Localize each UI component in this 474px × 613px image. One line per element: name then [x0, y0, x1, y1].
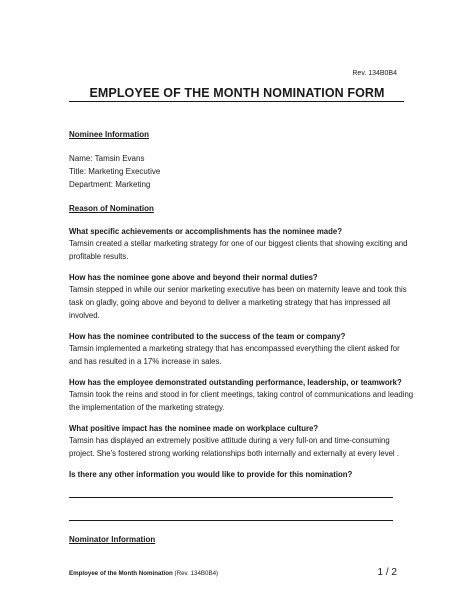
page-number: 1 / 2 — [377, 567, 397, 578]
nominee-info-heading: Nominee Information — [69, 130, 150, 139]
answer-above-beyond: Tamsin stepped in while our senior marketing executive has been on maternity leave and took this task on gladly, going above and beyond to deliver a marketing strategy that has impressed all involved. — [69, 285, 407, 320]
nominee-title: Title: Marketing Executive — [69, 167, 161, 176]
question-achievements: What specific achievements or accomplishments has the nominee made? — [69, 227, 342, 236]
answer-contribution: Tamsin implemented a marketing strategy that has encompassed everything the client asked for and has resulted in a 17% increase in sales. — [69, 344, 400, 366]
footer-doc-rev: (Rev. 134B0B4) — [174, 570, 219, 577]
answer-achievements: Tamsin created a stellar marketing strategy for one of our biggest clients that showing exciting and profitable results. — [69, 239, 408, 261]
footer-doc-name: Employee of the Month Nomination — [69, 570, 173, 577]
blank-answer-line-1[interactable] — [69, 497, 393, 498]
reason-heading: Reason of Nomination — [69, 204, 154, 213]
question-performance: How has the employee demonstrated outstanding performance, leadership, or teamwork? — [69, 378, 402, 387]
answer-culture: Tamsin has displayed an extremely positive attitude during a very full-on and time-consuming project. She's fostered strong working relationships both internally and externally at every level . — [69, 436, 399, 458]
form-title: EMPLOYEE OF THE MONTH NOMINATION FORM — [89, 86, 385, 100]
nominee-department: Department: Marketing — [69, 180, 151, 189]
answer-performance: Tamsin took the reins and stood in for client meetings, taking control of communications and leading the implementation of the marketing strategy. — [69, 390, 414, 412]
question-other-info: Is there any other information you would like to provide for this nomination? — [69, 470, 353, 479]
nominee-name: Name: Tamsin Evans — [69, 154, 145, 163]
revision-code: Rev. 134B0B4 — [352, 70, 397, 77]
question-contribution: How has the nominee contributed to the success of the team or company? — [69, 332, 346, 341]
nominator-info-heading: Nominator Information — [69, 535, 156, 544]
question-above-beyond: How has the nominee gone above and beyond their normal duties? — [69, 273, 318, 282]
question-culture: What positive impact has the nominee made on workplace culture? — [69, 424, 319, 433]
footer-doc-label — [69, 570, 218, 577]
title-underline — [69, 101, 404, 102]
blank-answer-line-2[interactable] — [69, 520, 393, 521]
